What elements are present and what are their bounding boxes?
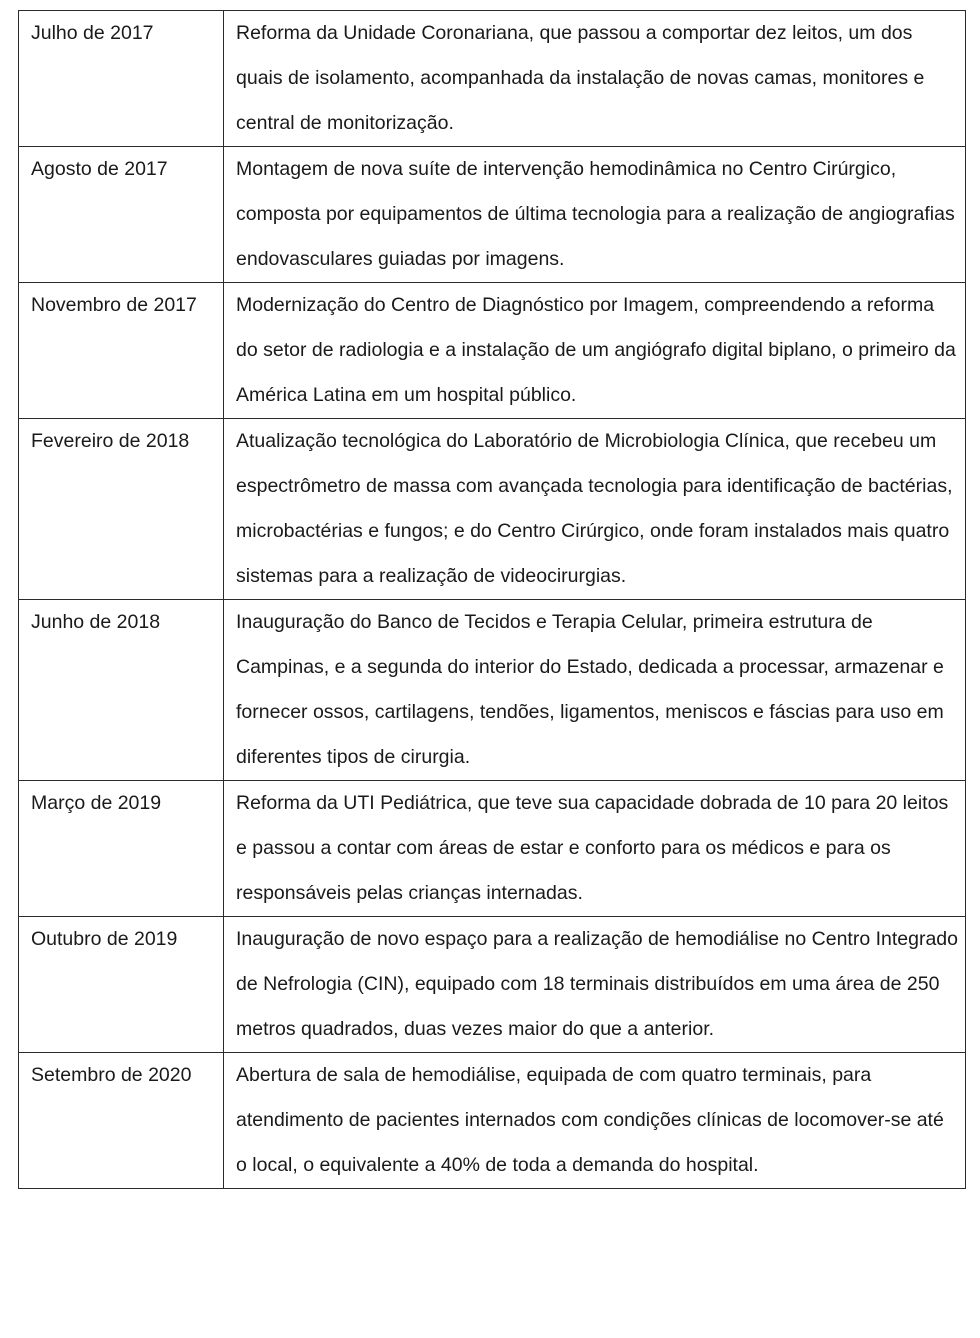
timeline-table-body	[19, 11, 966, 1189]
table-row	[19, 419, 966, 600]
date-cell: Agosto de 2017	[19, 147, 224, 283]
date-cell: Novembro de 2017	[19, 283, 224, 419]
table-row	[19, 147, 966, 283]
description-cell: Abertura de sala de hemodiálise, equipada de com quatro terminais, para atendimento de pacientes internados com condições clínicas de locomover-se até o local, o equivalente a 40% de toda a demanda do hospital.	[224, 1053, 966, 1189]
description-cell: Inauguração de novo espaço para a realização de hemodiálise no Centro Integrado de Nefrologia (CIN), equipado com 18 terminais distribuídos em uma área de 250 metros quadrados, duas vezes maior do que a anterior.	[224, 917, 966, 1053]
date-cell: Fevereiro de 2018	[19, 419, 224, 600]
date-cell: Outubro de 2019	[19, 917, 224, 1053]
table-row	[19, 283, 966, 419]
description-cell: Reforma da UTI Pediátrica, que teve sua capacidade dobrada de 10 para 20 leitos e passou a contar com áreas de estar e conforto para os médicos e para os responsáveis pelas crianças internadas.	[224, 781, 966, 917]
timeline-table	[18, 10, 966, 1189]
description-cell: Montagem de nova suíte de intervenção hemodinâmica no Centro Cirúrgico, composta por equipamentos de última tecnologia para a realização de angiografias endovasculares guiadas por imagens.	[224, 147, 966, 283]
table-row	[19, 1053, 966, 1189]
date-cell: Junho de 2018	[19, 600, 224, 781]
table-row	[19, 917, 966, 1053]
date-cell: Setembro de 2020	[19, 1053, 224, 1189]
table-row	[19, 781, 966, 917]
date-cell: Março de 2019	[19, 781, 224, 917]
date-cell: Julho de 2017	[19, 11, 224, 147]
description-cell: Modernização do Centro de Diagnóstico por Imagem, compreendendo a reforma do setor de radiologia e a instalação de um angiógrafo digital biplano, o primeiro da América Latina em um hospital público.	[224, 283, 966, 419]
table-row	[19, 600, 966, 781]
description-cell: Reforma da Unidade Coronariana, que passou a comportar dez leitos, um dos quais de isolamento, acompanhada da instalação de novas camas, monitores e central de monitorização.	[224, 11, 966, 147]
description-cell: Atualização tecnológica do Laboratório de Microbiologia Clínica, que recebeu um espectrômetro de massa com avançada tecnologia para identificação de bactérias, microbactérias e fungos; e do Centro Cirúrgico, onde foram instalados mais quatro sistemas para a realização de videocirurgias.	[224, 419, 966, 600]
table-row	[19, 11, 966, 147]
description-cell: Inauguração do Banco de Tecidos e Terapia Celular, primeira estrutura de Campinas, e a segunda do interior do Estado, dedicada a processar, armazenar e fornecer ossos, cartilagens, tendões, ligamentos, meniscos e fáscias para uso em diferentes tipos de cirurgia.	[224, 600, 966, 781]
